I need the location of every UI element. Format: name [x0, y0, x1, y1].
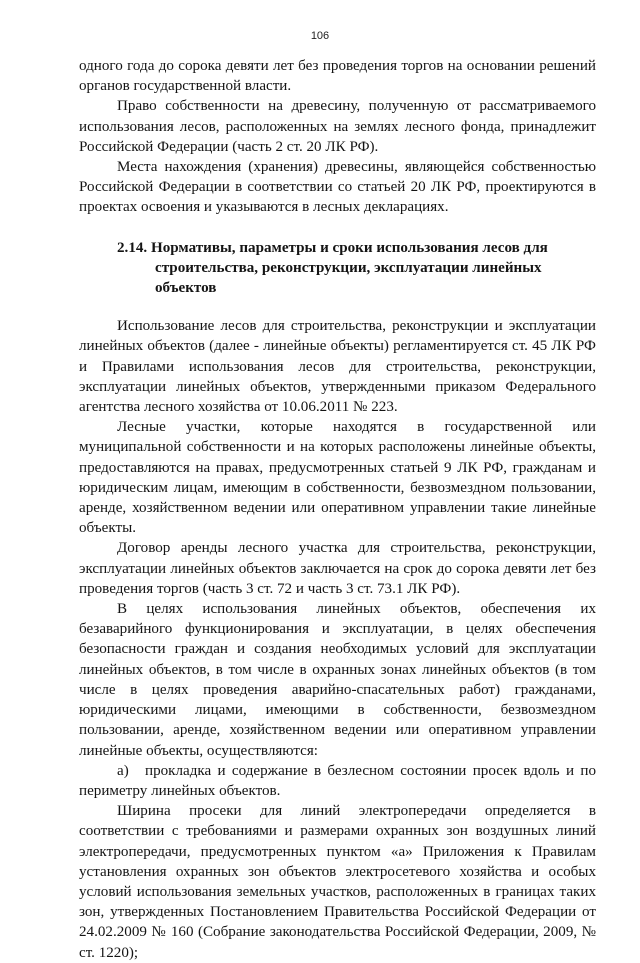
paragraph-lease-agreement: Договор аренды лесного участка для строительства, реконструкции, эксплуатации линейных объектов заключается на срок до сорока девяти лет без проведения торгов (часть 3 ст. 72 и часть 3 ст. 73.1 ЛК РФ). [79, 540, 596, 597]
page-number: 106 [310, 30, 330, 42]
document-body [79, 56, 596, 963]
section-title-line1: Нормативы, параметры и сроки использования лесов для [150, 239, 548, 256]
paragraph-purposes: В целях использования линейных объектов, обеспечения их безаварийного функционирования и эксплуатации, в целях обеспечения безопасности граждан и создания необходимых условий для эксплуатации линейных объектов, в том числе в охранных зонах линейных объектов (в том числе в целях проведения аварийно-спасательных работ) гражданами, юридическими лицами, имеющими в собственности, безвозмездном пользовании, аренде, хозяйственном ведении или оперативном управлении линейные объекты, осуществляются: [79, 601, 596, 759]
list-marker: а) [117, 762, 129, 779]
paragraph-wood-ownership: Право собственности на древесину, полученную от рассматриваемого использования лесов, расположенных на землях лесного фонда, принадлежит Российской Федерации (часть 2 ст. 20 ЛК РФ). [79, 98, 596, 155]
section-title-line3: объектов [155, 280, 217, 297]
paragraph-clearing-width: Ширина просеки для линий электропередачи определяется в соответствии с требованиями и размерами охранных зон воздушных линий электропередачи, предусмотренных пунктом «а» Приложения к Правилам установления охранных зон объектов электросетевого хозяйства и особых условий использования земельных участков, расположенных в границах таких зон, утвержденных Постановлением Правительства Российской Федерации от 24.02.2009 № 160 (Собрание законодательства Российской Федерации, 2009, № ст. 1220); [79, 803, 596, 961]
section-heading [79, 238, 596, 299]
section-title-line2: строительства, реконструкции, эксплуатации линейных [155, 259, 542, 276]
list-item-text: прокладка и содержание в безлесном состоянии просек вдоль и по периметру линейных объектов. [79, 762, 596, 799]
paragraph-regulation: Использование лесов для строительства, реконструкции и эксплуатации линейных объектов (далее - линейные объекты) регламентируется ст. 45 ЛК РФ и Правилами использования лесов для строительства, реконструкции, эксплуатации линейных объектов, утвержденными приказом Федерального агентства лесного хозяйства от 10.06.2011 № 223. [79, 318, 596, 416]
section-number: 2.14. [117, 239, 148, 256]
paragraph-forest-plots: Лесные участки, которые находятся в государственной или муниципальной собственности и на которых расположены линейные объекты, предоставляются на правах, предусмотренных статьей 9 ЛК РФ, гражданам и юридическим лицам, имеющим в собственности, безвозмездном пользовании, аренде, хозяйственном ведении или оперативном управлении такие линейные объекты. [79, 419, 596, 537]
list-item [79, 761, 596, 801]
paragraph-wood-storage: Места нахождения (хранения) древесины, являющейся собственностью Российской Федерации в соответствии со статьей 20 ЛК РФ, проектируются в проектах освоения и указываются в лесных декларациях. [79, 159, 596, 216]
paragraph-continuation: одного года до сорока девяти лет без проведения торгов на основании решений органов государственной власти. [79, 58, 596, 95]
